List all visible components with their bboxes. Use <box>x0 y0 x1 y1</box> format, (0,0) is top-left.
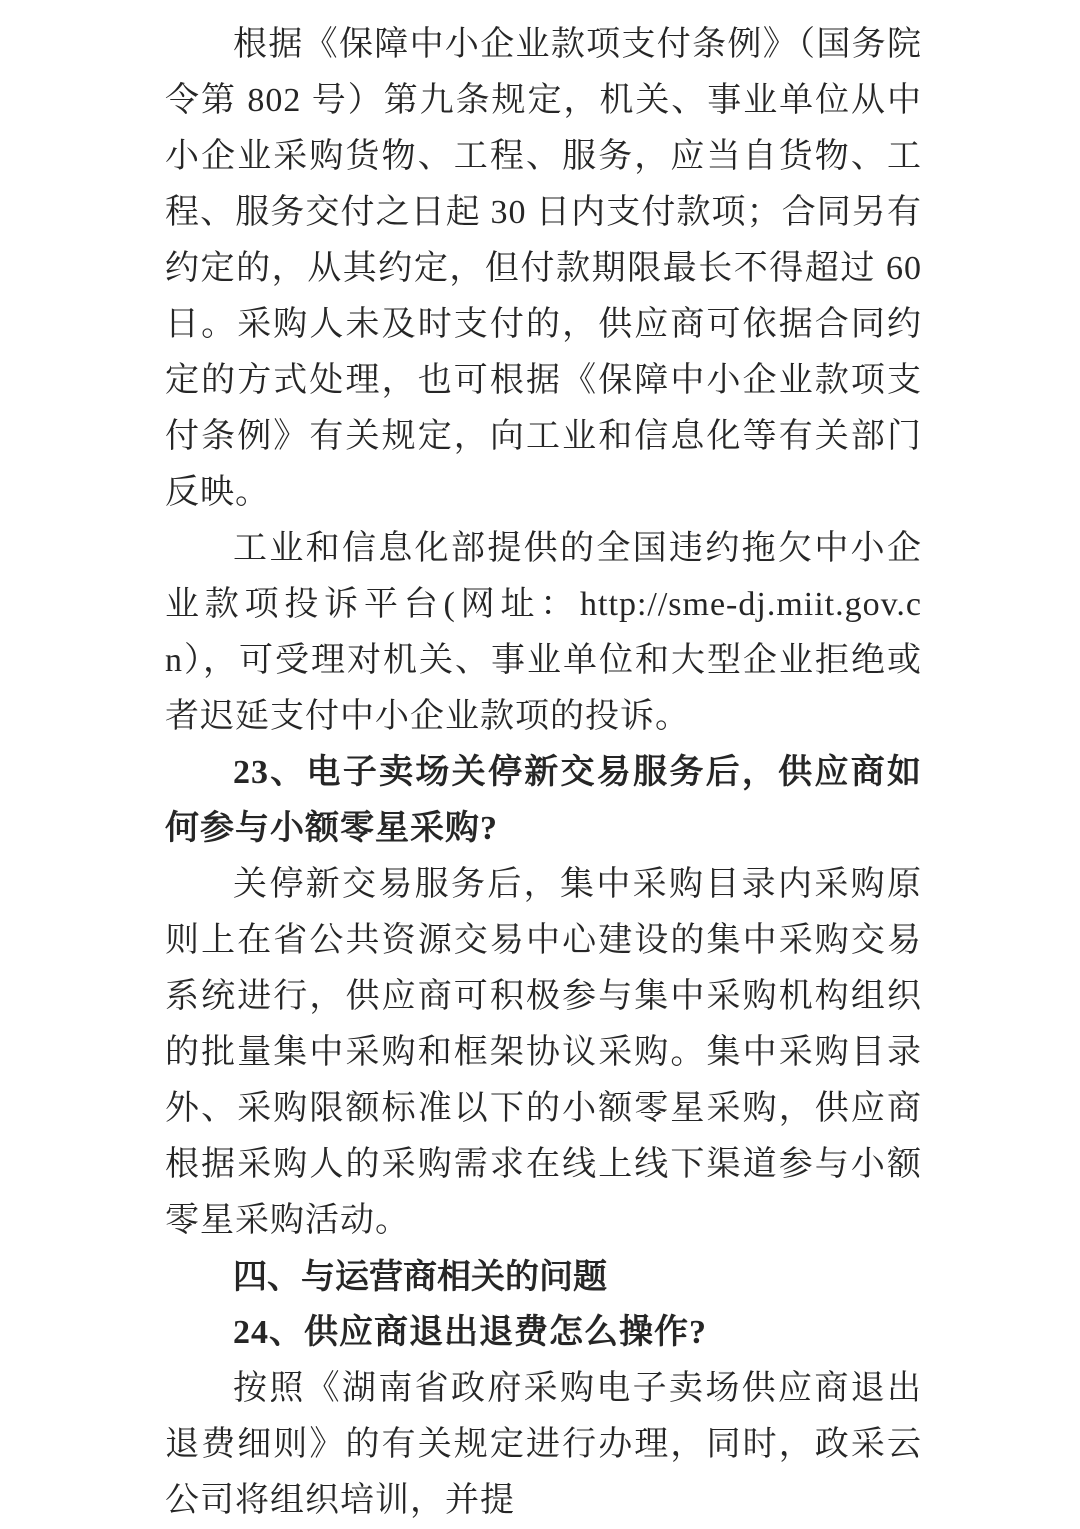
paragraph-answer-24-partial: 按照《湖南省政府采购电子卖场供应商退出退费细则》的有关规定进行办理，同时，政采云公司将组织培训，并提 <box>165 1370 922 1519</box>
paragraph-payment-regulation: 根据《保障中小企业款项支付条例》（国务院令第 802 号）第九条规定，机关、事业单位从中小企业采购货物、工程、服务，应当自货物、工程、服务交付之日起 30 日内支付款项；合同另有约定的，从其约定，但付款期限最长不得超过 60 日。采购人未及时支付的，供应商可依据合同约定的方式处理，也可根据《保障中小企业款项支付条例》有关规定，向工业和信息化等有关部门反映。 <box>165 26 922 511</box>
section-4-heading: 四、与运营商相关的问题 <box>233 1258 607 1296</box>
paragraph-answer-23: 关停新交易服务后，集中采购目录内采购原则上在省公共资源交易中心建设的集中采购交易系统进行，供应商可积极参与集中采购机构组织的批量集中采购和框架协议采购。集中采购目录外、采购限额标准以下的小额零星采购，供应商根据采购人的采购需求在线上线下渠道参与小额零星采购活动。 <box>165 866 922 1239</box>
question-24-heading: 24、供应商退出退费怎么操作? <box>233 1314 707 1351</box>
paragraph-complaint-platform: 工业和信息化部提供的全国违约拖欠中小企业款项投诉平台(网址：http://sme-dj.miit.gov.cn），可受理对机关、事业单位和大型企业拒绝或者迟延支付中小企业款项的投诉。 <box>165 530 922 735</box>
question-23-heading: 23、电子卖场关停新交易服务后，供应商如何参与小额零星采购? <box>165 754 922 847</box>
